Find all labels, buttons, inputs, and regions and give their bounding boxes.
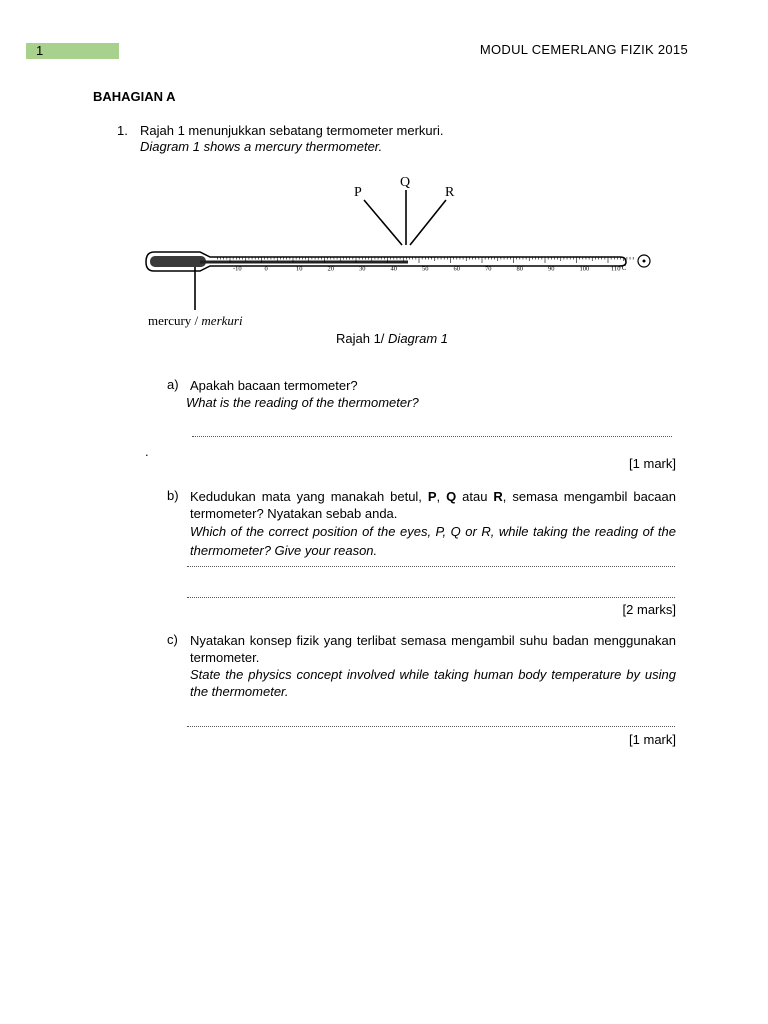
sight-line-p (364, 200, 402, 245)
marks-c: [1 mark] (629, 732, 676, 747)
mercury-column (200, 261, 408, 264)
eye-label-q: Q (400, 175, 411, 190)
scale-label: 90 (548, 265, 555, 273)
marks-a: [1 mark] (629, 456, 676, 471)
thermometer-diagram (140, 170, 652, 330)
answer-line-a[interactable] (192, 436, 672, 437)
question-intro (140, 123, 443, 155)
part-c-label: c) (167, 632, 178, 647)
section-title: BAHAGIAN A (93, 89, 176, 104)
unit-label: °C (619, 264, 627, 272)
scale-label: -10 (233, 265, 242, 273)
scale-label: 60 (453, 265, 460, 273)
page-number: 1 (36, 43, 44, 58)
part-b-label: b) (167, 488, 179, 503)
answer-line-b-2[interactable] (187, 597, 675, 598)
scale-label: 40 (390, 265, 397, 273)
part-b-question: Kedudukan mata yang manakah betul, P, Q atau R, semasa mengambil bacaan termometer? Nyatakan sebab anda. Which of the correct position of the eyes, P, Q or R, while taking the reading of the thermometer? Give your reason. (190, 489, 676, 558)
scale-label: 20 (327, 265, 334, 273)
marks-b: [2 marks] (622, 602, 676, 617)
question-number: 1. (117, 123, 128, 138)
scale-label: 100 (579, 265, 590, 273)
scale-label: 0 (264, 265, 268, 273)
stray-mark: . (145, 444, 149, 459)
part-c-question: Nyatakan konsep fizik yang terlibat semasa mengambil suhu badan menggunakan termometer. State the physics concept involved while taking human body temperature by using the thermometer. (190, 633, 676, 699)
module-title: MODUL CEMERLANG FIZIK 2015 (479, 42, 688, 57)
scale-label: 80 (516, 265, 523, 273)
sight-line-r (410, 200, 446, 245)
eye-label-p: P (354, 185, 362, 200)
thermometer-end-dot (643, 260, 646, 263)
mercury-label: mercury / merkuri (148, 313, 243, 328)
diagram-caption: Rajah 1/ Diagram 1 (336, 331, 449, 346)
part-a-question: Apakah bacaan termometer? What is the reading of the thermometer? (186, 378, 419, 410)
answer-line-c[interactable] (187, 726, 675, 727)
scale-label: 110 (611, 265, 621, 273)
scale-label: 10 (296, 265, 303, 273)
question-intro-en: Diagram 1 shows a mercury thermometer. (140, 139, 383, 154)
part-a-label: a) (167, 377, 179, 392)
answer-line-b-1[interactable] (187, 566, 675, 567)
eye-label-r: R (445, 185, 455, 200)
mercury-bulb (150, 256, 206, 267)
scale-label: 50 (422, 265, 429, 273)
question-intro-ms: Rajah 1 menunjukkan sebatang termometer merkuri. (140, 123, 444, 138)
scale-label: 70 (485, 265, 492, 273)
scale-label: 30 (359, 265, 366, 273)
